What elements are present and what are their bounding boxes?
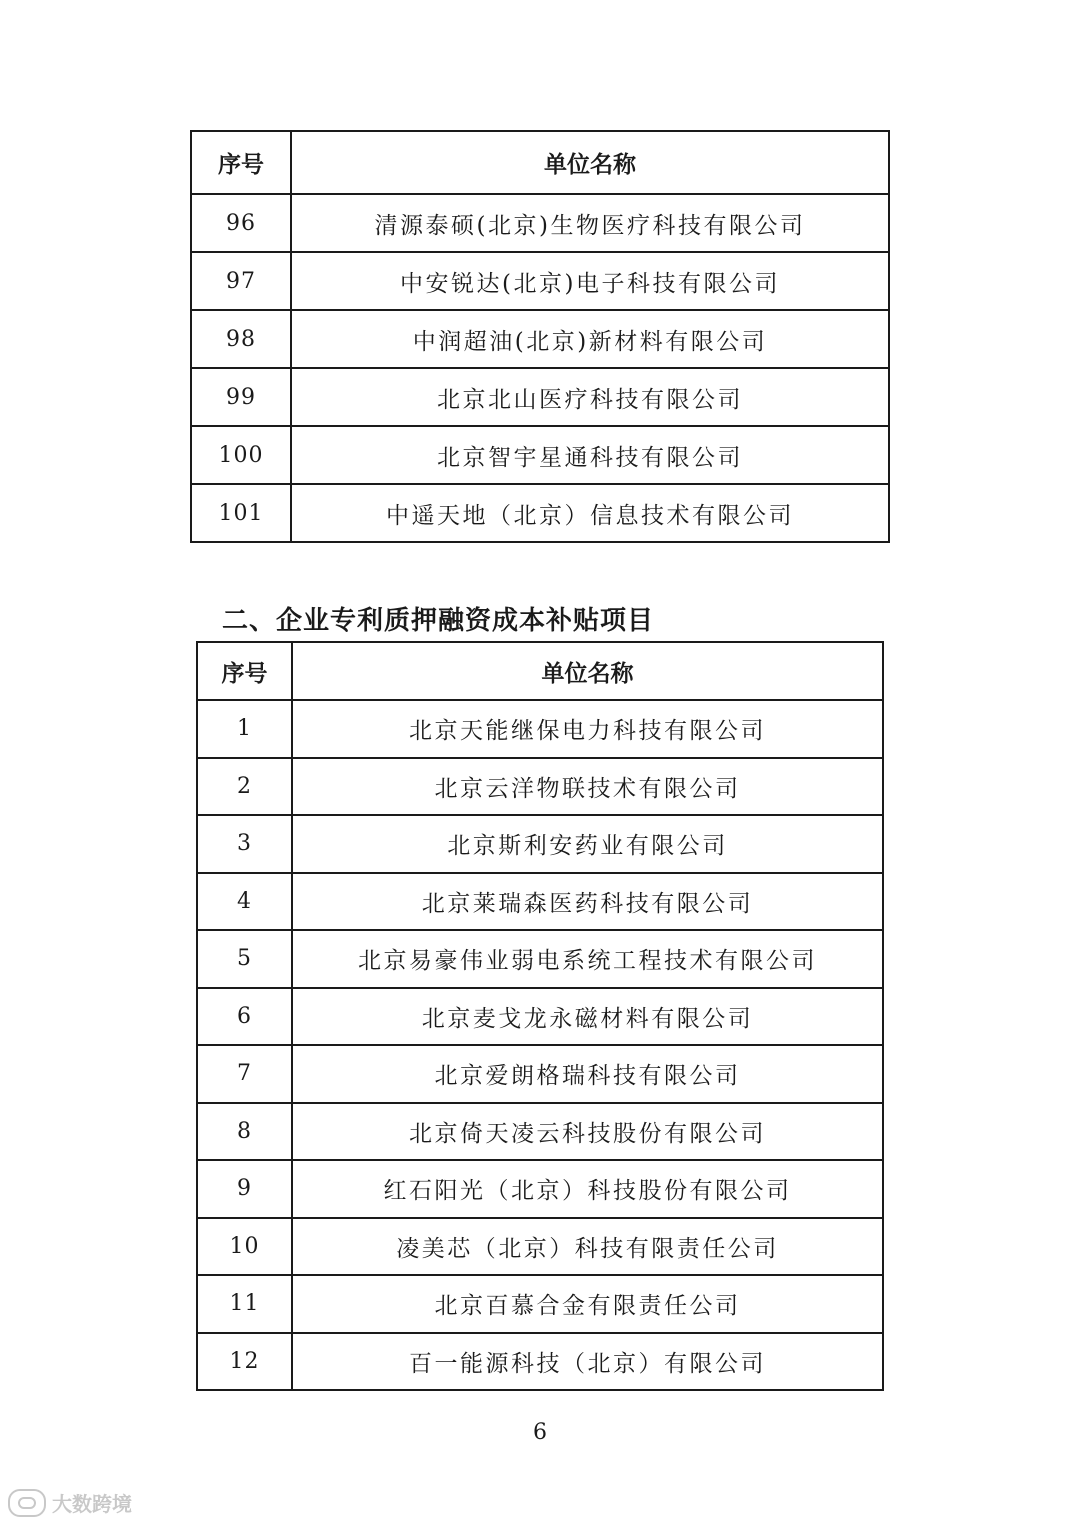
table-row — [197, 1333, 883, 1391]
row-number: 99 — [191, 368, 291, 426]
company-table-2 — [196, 641, 884, 1391]
table-row — [197, 815, 883, 873]
row-number: 96 — [191, 194, 291, 252]
row-company-name: 北京云洋物联技术有限公司 — [292, 758, 883, 816]
row-number: 5 — [197, 930, 292, 988]
page-number: 6 — [533, 1420, 547, 1445]
company-table-1 — [190, 130, 890, 543]
row-number: 2 — [197, 758, 292, 816]
row-company-name: 红石阳光（北京）科技股份有限公司 — [292, 1160, 883, 1218]
table-row — [197, 758, 883, 816]
row-company-name: 北京爱朗格瑞科技有限公司 — [292, 1045, 883, 1103]
table-row — [191, 484, 889, 542]
row-company-name: 北京北山医疗科技有限公司 — [291, 368, 889, 426]
table-row — [197, 700, 883, 758]
table-row — [197, 930, 883, 988]
row-number: 4 — [197, 873, 292, 931]
row-company-name: 北京斯利安药业有限公司 — [292, 815, 883, 873]
table-row — [191, 368, 889, 426]
row-company-name: 北京百慕合金有限责任公司 — [292, 1275, 883, 1333]
header-serial-number: 序号 — [197, 642, 292, 700]
table-row — [191, 194, 889, 252]
row-company-name: 百一能源科技（北京）有限公司 — [292, 1333, 883, 1391]
row-company-name: 北京天能继保电力科技有限公司 — [292, 700, 883, 758]
table-row — [197, 1218, 883, 1276]
table-row — [197, 988, 883, 1046]
table-header-row — [191, 131, 889, 194]
row-company-name: 中润超油(北京)新材料有限公司 — [291, 310, 889, 368]
row-number: 9 — [197, 1160, 292, 1218]
table-row — [197, 1160, 883, 1218]
row-company-name: 中安锐达(北京)电子科技有限公司 — [291, 252, 889, 310]
watermark-text: 大数跨境 — [52, 1492, 132, 1516]
row-company-name: 北京麦戈龙永磁材料有限公司 — [292, 988, 883, 1046]
row-number: 1 — [197, 700, 292, 758]
row-number: 97 — [191, 252, 291, 310]
row-company-name: 中遥天地（北京）信息技术有限公司 — [291, 484, 889, 542]
row-number: 11 — [197, 1275, 292, 1333]
header-company-name: 单位名称 — [292, 642, 883, 700]
row-number: 8 — [197, 1103, 292, 1161]
row-company-name: 北京倚天凌云科技股份有限公司 — [292, 1103, 883, 1161]
row-number: 10 — [197, 1218, 292, 1276]
section-title: 二、企业专利质押融资成本补贴项目 — [222, 606, 655, 636]
row-number: 7 — [197, 1045, 292, 1103]
row-company-name: 清源泰硕(北京)生物医疗科技有限公司 — [291, 194, 889, 252]
table-header-row — [197, 642, 883, 700]
row-number: 6 — [197, 988, 292, 1046]
table-row — [191, 252, 889, 310]
header-company-name: 单位名称 — [291, 131, 889, 194]
row-number: 100 — [191, 426, 291, 484]
table-row — [191, 310, 889, 368]
row-number: 3 — [197, 815, 292, 873]
table-row — [197, 873, 883, 931]
row-company-name: 北京智宇星通科技有限公司 — [291, 426, 889, 484]
table-row — [197, 1103, 883, 1161]
row-number: 12 — [197, 1333, 292, 1391]
row-company-name: 北京莱瑞森医药科技有限公司 — [292, 873, 883, 931]
table-row — [197, 1275, 883, 1333]
row-company-name: 凌美芯（北京）科技有限责任公司 — [292, 1218, 883, 1276]
table-row — [191, 426, 889, 484]
row-number: 98 — [191, 310, 291, 368]
table-row — [197, 1045, 883, 1103]
brand-logo-icon — [8, 1489, 46, 1517]
row-company-name: 北京易豪伟业弱电系统工程技术有限公司 — [292, 930, 883, 988]
header-serial-number: 序号 — [191, 131, 291, 194]
row-number: 101 — [191, 484, 291, 542]
watermark — [8, 1488, 132, 1517]
